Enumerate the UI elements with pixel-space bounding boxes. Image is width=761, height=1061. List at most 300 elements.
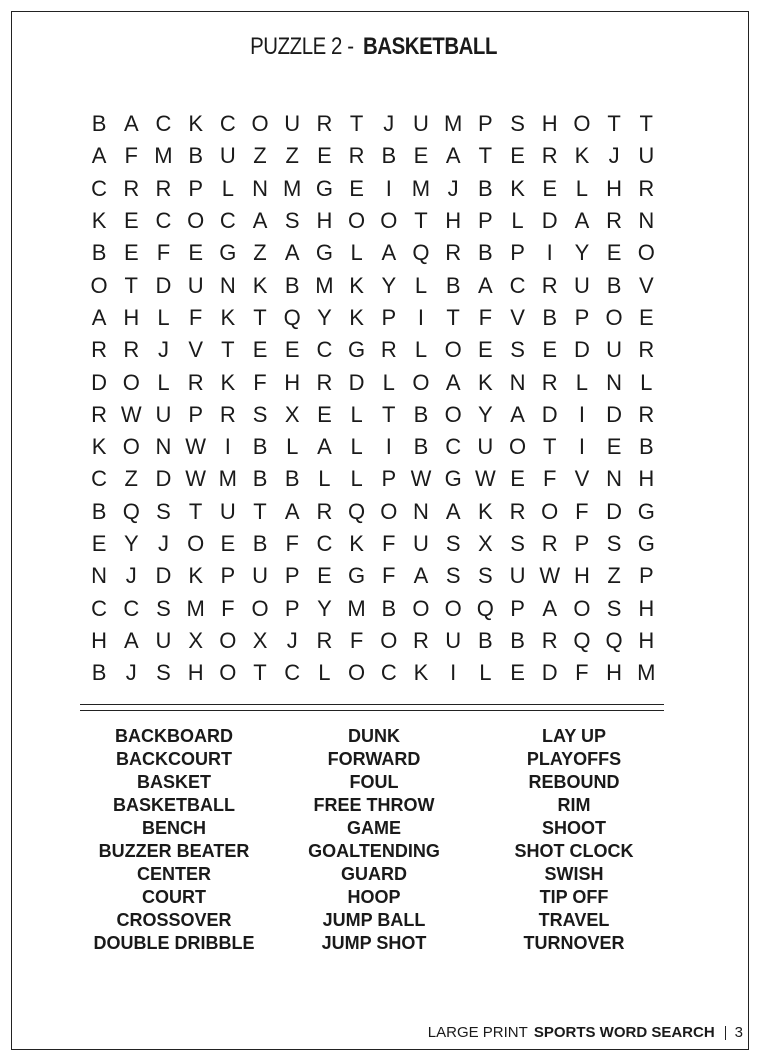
grid-letter[interactable]: R — [445, 240, 462, 266]
grid-letter[interactable]: N — [509, 369, 526, 395]
grid-letter[interactable]: T — [542, 434, 557, 460]
grid-letter[interactable]: T — [188, 498, 203, 524]
grid-letter[interactable]: L — [414, 337, 428, 363]
grid-letter[interactable]: W — [185, 466, 207, 492]
grid-letter[interactable]: F — [382, 531, 396, 556]
grid-letter[interactable]: A — [123, 627, 139, 653]
grid-letter[interactable]: A — [252, 208, 268, 234]
grid-letter[interactable]: L — [350, 466, 363, 492]
grid-letter[interactable]: C — [91, 595, 108, 621]
grid-letter[interactable]: D — [155, 466, 172, 492]
grid-letter[interactable]: H — [638, 466, 655, 492]
grid-letter[interactable]: O — [637, 240, 655, 266]
grid-letter[interactable]: W — [539, 563, 561, 589]
grid-letter[interactable]: P — [510, 595, 525, 621]
grid-letter[interactable]: E — [606, 434, 622, 460]
grid-letter[interactable]: Z — [124, 466, 138, 492]
grid-letter[interactable]: B — [188, 143, 203, 169]
grid-letter[interactable]: S — [156, 660, 171, 686]
grid-letter[interactable]: A — [574, 208, 590, 234]
grid-letter[interactable]: B — [91, 240, 107, 266]
grid-letter[interactable]: S — [445, 531, 461, 556]
grid-letter[interactable]: O — [348, 208, 366, 234]
grid-letter[interactable]: D — [155, 563, 172, 589]
grid-letter[interactable]: N — [155, 434, 172, 460]
grid-letter[interactable]: A — [445, 498, 461, 524]
grid-letter[interactable]: B — [381, 595, 397, 621]
grid-letter[interactable]: P — [478, 208, 493, 234]
grid-letter[interactable]: B — [606, 272, 622, 298]
grid-letter[interactable]: E — [510, 143, 525, 169]
grid-letter[interactable]: R — [219, 401, 236, 427]
grid-letter[interactable]: O — [444, 401, 462, 427]
grid-letter[interactable]: T — [253, 660, 267, 686]
grid-letter[interactable]: Y — [574, 240, 590, 266]
grid-letter[interactable]: B — [252, 434, 268, 460]
grid-letter[interactable]: P — [478, 111, 493, 137]
grid-letter[interactable]: R — [316, 111, 333, 137]
grid-letter[interactable]: A — [91, 143, 107, 169]
grid-letter[interactable]: P — [638, 563, 654, 589]
grid-letter[interactable]: K — [510, 175, 525, 201]
grid-letter[interactable]: Y — [381, 272, 397, 298]
grid-letter[interactable]: P — [220, 563, 236, 589]
grid-letter[interactable]: L — [479, 660, 492, 686]
grid-letter[interactable]: M — [218, 466, 237, 492]
grid-letter[interactable]: A — [542, 595, 558, 621]
grid-letter[interactable]: M — [315, 272, 334, 298]
grid-letter[interactable]: O — [251, 595, 269, 621]
grid-letter[interactable]: R — [380, 337, 397, 363]
grid-letter[interactable]: E — [91, 531, 107, 556]
grid-letter[interactable]: S — [156, 595, 171, 621]
grid-letter[interactable]: I — [224, 434, 231, 460]
grid-letter[interactable]: S — [478, 563, 493, 589]
grid-letter[interactable]: Y — [317, 304, 332, 330]
grid-letter[interactable]: W — [120, 401, 142, 427]
grid-letter[interactable]: S — [510, 337, 525, 363]
grid-letter[interactable]: U — [219, 498, 236, 524]
grid-letter[interactable]: G — [444, 466, 462, 492]
grid-letter[interactable]: K — [220, 304, 236, 330]
grid-letter[interactable]: U — [219, 143, 236, 169]
grid-letter[interactable]: X — [478, 531, 493, 556]
grid-letter[interactable]: O — [573, 111, 591, 137]
grid-letter[interactable]: Z — [607, 563, 621, 589]
grid-letter[interactable]: R — [123, 175, 140, 201]
grid-letter[interactable]: U — [187, 272, 204, 298]
grid-letter[interactable]: P — [284, 595, 300, 621]
grid-letter[interactable]: E — [252, 337, 268, 363]
grid-letter[interactable]: E — [188, 240, 203, 266]
grid-letter[interactable]: R — [541, 143, 558, 169]
grid-letter[interactable]: R — [509, 498, 526, 524]
grid-letter[interactable]: O — [348, 660, 366, 686]
grid-letter[interactable]: B — [478, 240, 493, 266]
grid-letter[interactable]: O — [122, 434, 140, 460]
grid-letter[interactable]: R — [91, 401, 108, 427]
grid-letter[interactable]: T — [349, 111, 364, 137]
grid-letter[interactable]: S — [284, 208, 300, 234]
grid-letter[interactable]: E — [542, 337, 558, 363]
grid-letter[interactable]: A — [284, 240, 300, 266]
grid-letter[interactable]: L — [221, 175, 234, 201]
grid-letter[interactable]: E — [123, 208, 139, 234]
grid-letter[interactable]: R — [187, 369, 204, 395]
grid-letter[interactable]: R — [606, 208, 623, 234]
grid-letter[interactable]: C — [155, 111, 172, 137]
grid-letter[interactable]: O — [573, 595, 591, 621]
grid-letter[interactable]: R — [155, 175, 172, 201]
grid-letter[interactable]: C — [155, 208, 172, 234]
grid-letter[interactable]: F — [478, 304, 493, 330]
grid-letter[interactable]: Z — [285, 143, 299, 169]
grid-letter[interactable]: R — [316, 369, 333, 395]
grid-letter[interactable]: R — [541, 369, 558, 395]
grid-letter[interactable]: L — [318, 466, 331, 492]
grid-letter[interactable]: M — [347, 595, 366, 621]
grid-letter[interactable]: L — [382, 369, 395, 395]
grid-letter[interactable]: L — [350, 434, 363, 460]
grid-letter[interactable]: G — [315, 175, 333, 201]
grid-letter[interactable]: Q — [412, 240, 430, 266]
grid-letter[interactable]: C — [380, 660, 397, 686]
grid-letter[interactable]: M — [283, 175, 302, 201]
grid-letter[interactable]: S — [510, 111, 525, 137]
grid-letter[interactable]: K — [413, 660, 429, 686]
grid-letter[interactable]: B — [91, 660, 107, 686]
grid-letter[interactable]: O — [508, 434, 527, 460]
grid-letter[interactable]: H — [187, 660, 204, 686]
grid-letter[interactable]: J — [157, 337, 169, 363]
grid-letter[interactable]: U — [638, 143, 655, 169]
grid-letter[interactable]: R — [541, 272, 558, 298]
grid-letter[interactable]: H — [541, 111, 558, 137]
grid-letter[interactable]: B — [542, 304, 558, 330]
grid-letter[interactable]: K — [349, 531, 364, 556]
grid-letter[interactable]: T — [607, 111, 621, 137]
grid-letter[interactable]: O — [541, 498, 559, 524]
grid-letter[interactable]: J — [447, 175, 459, 201]
grid-letter[interactable]: D — [155, 272, 172, 298]
grid-letter[interactable]: S — [252, 401, 268, 427]
grid-letter[interactable]: E — [220, 531, 236, 556]
grid-letter[interactable]: O — [444, 595, 462, 621]
grid-letter[interactable]: R — [638, 401, 655, 427]
grid-letter[interactable]: I — [385, 434, 392, 460]
grid-letter[interactable]: J — [125, 563, 137, 589]
grid-letter[interactable]: A — [381, 240, 397, 266]
grid-letter[interactable]: S — [156, 498, 171, 524]
grid-letter[interactable]: L — [640, 369, 653, 395]
grid-letter[interactable]: Z — [253, 143, 267, 169]
grid-letter[interactable]: R — [348, 143, 365, 169]
grid-letter[interactable]: I — [450, 660, 457, 686]
grid-letter[interactable]: A — [123, 111, 139, 137]
grid-letter[interactable]: N — [638, 208, 655, 234]
grid-letter[interactable]: N — [413, 498, 429, 524]
grid-letter[interactable]: K — [220, 369, 236, 395]
grid-letter[interactable]: S — [445, 563, 461, 589]
grid-letter[interactable]: P — [381, 304, 397, 330]
grid-letter[interactable]: Y — [317, 595, 332, 621]
grid-letter[interactable]: G — [348, 563, 366, 589]
grid-letter[interactable]: L — [157, 304, 170, 330]
grid-letter[interactable]: U — [413, 531, 429, 556]
grid-letter[interactable]: K — [574, 143, 590, 169]
grid-letter[interactable]: K — [349, 304, 364, 330]
grid-letter[interactable]: O — [380, 498, 398, 524]
grid-letter[interactable]: R — [638, 337, 655, 363]
grid-letter[interactable]: E — [413, 143, 429, 169]
grid-letter[interactable]: A — [510, 401, 525, 427]
grid-letter[interactable]: U — [284, 111, 301, 137]
grid-letter[interactable]: F — [285, 531, 299, 556]
grid-letter[interactable]: A — [445, 369, 461, 395]
grid-letter[interactable]: G — [219, 240, 237, 266]
grid-letter[interactable]: B — [413, 434, 429, 460]
grid-letter[interactable]: B — [413, 401, 429, 427]
grid-letter[interactable]: T — [478, 143, 493, 169]
grid-letter[interactable]: R — [123, 337, 140, 363]
grid-letter[interactable]: O — [219, 627, 237, 653]
grid-letter[interactable]: H — [445, 208, 462, 234]
grid-letter[interactable]: B — [284, 272, 300, 298]
grid-letter[interactable]: U — [413, 111, 429, 137]
grid-letter[interactable]: Q — [605, 627, 623, 653]
grid-letter[interactable]: V — [510, 304, 525, 330]
grid-letter[interactable]: H — [316, 208, 333, 234]
grid-letter[interactable]: A — [445, 143, 461, 169]
grid-letter[interactable]: K — [478, 369, 493, 395]
grid-letter[interactable]: A — [91, 304, 107, 330]
grid-letter[interactable]: D — [91, 369, 108, 395]
grid-letter[interactable]: N — [91, 563, 108, 589]
grid-letter[interactable]: P — [188, 175, 203, 201]
grid-letter[interactable]: G — [348, 337, 366, 363]
grid-letter[interactable]: P — [188, 401, 203, 427]
grid-letter[interactable]: Z — [253, 240, 267, 266]
grid-letter[interactable]: T — [414, 208, 428, 234]
grid-letter[interactable]: L — [575, 369, 589, 395]
grid-letter[interactable]: B — [284, 466, 300, 492]
grid-letter[interactable]: U — [252, 563, 268, 589]
grid-letter[interactable]: N — [606, 466, 623, 492]
grid-letter[interactable]: K — [252, 272, 268, 298]
grid-letter[interactable]: B — [252, 466, 268, 492]
grid-letter[interactable]: L — [575, 175, 589, 201]
grid-letter[interactable]: C — [91, 466, 108, 492]
grid-letter[interactable]: H — [284, 369, 301, 395]
grid-letter[interactable]: E — [638, 304, 654, 330]
grid-letter[interactable]: R — [413, 627, 429, 653]
grid-letter[interactable]: F — [542, 466, 557, 492]
grid-letter[interactable]: E — [510, 466, 525, 492]
grid-letter[interactable]: L — [350, 401, 363, 427]
grid-letter[interactable]: U — [509, 563, 526, 589]
grid-letter[interactable]: R — [541, 627, 558, 653]
grid-letter[interactable]: B — [91, 111, 107, 137]
grid-letter[interactable]: F — [382, 563, 396, 589]
grid-letter[interactable]: O — [380, 208, 398, 234]
grid-letter[interactable]: H — [638, 627, 655, 653]
grid-letter[interactable]: G — [637, 498, 655, 524]
grid-letter[interactable]: I — [417, 304, 425, 330]
grid-letter[interactable]: O — [412, 595, 430, 621]
grid-letter[interactable]: Q — [122, 498, 140, 524]
grid-letter[interactable]: N — [252, 175, 268, 201]
grid-letter[interactable]: L — [286, 434, 299, 460]
grid-letter[interactable]: V — [188, 337, 203, 363]
grid-letter[interactable]: R — [316, 498, 333, 524]
grid-letter[interactable]: H — [606, 175, 623, 201]
grid-letter[interactable]: W — [185, 434, 207, 460]
grid-letter[interactable]: P — [574, 304, 590, 330]
grid-letter[interactable]: J — [608, 143, 620, 169]
grid-letter[interactable]: O — [444, 337, 462, 363]
grid-letter[interactable]: F — [188, 304, 203, 330]
grid-letter[interactable]: M — [154, 143, 173, 169]
grid-letter[interactable]: A — [317, 434, 332, 460]
grid-letter[interactable]: A — [478, 272, 493, 298]
grid-letter[interactable]: E — [606, 240, 622, 266]
grid-letter[interactable]: C — [91, 175, 108, 201]
grid-letter[interactable]: I — [578, 401, 585, 427]
grid-letter[interactable]: D — [541, 401, 558, 427]
grid-letter[interactable]: U — [606, 337, 623, 363]
grid-letter[interactable]: I — [578, 434, 585, 460]
grid-letter[interactable]: E — [317, 143, 332, 169]
grid-letter[interactable]: O — [412, 369, 430, 395]
grid-letter[interactable]: R — [91, 337, 108, 363]
grid-letter[interactable]: O — [380, 627, 398, 653]
grid-letter[interactable]: B — [381, 143, 397, 169]
grid-letter[interactable]: R — [541, 531, 558, 556]
grid-letter[interactable]: T — [221, 337, 235, 363]
grid-letter[interactable]: U — [477, 434, 494, 460]
grid-letter[interactable]: C — [509, 272, 526, 298]
grid-letter[interactable]: X — [284, 401, 300, 427]
grid-letter[interactable]: L — [414, 272, 428, 298]
grid-letter[interactable]: Q — [283, 304, 301, 330]
grid-letter[interactable]: W — [474, 466, 496, 492]
grid-letter[interactable]: M — [637, 660, 656, 686]
grid-letter[interactable]: V — [638, 272, 654, 298]
grid-letter[interactable]: F — [253, 369, 267, 395]
grid-letter[interactable]: Q — [476, 595, 494, 621]
grid-letter[interactable]: T — [253, 498, 267, 524]
grid-letter[interactable]: C — [316, 531, 333, 556]
grid-letter[interactable]: K — [91, 434, 107, 460]
grid-letter[interactable]: E — [317, 563, 332, 589]
grid-letter[interactable]: D — [606, 401, 623, 427]
grid-letter[interactable]: T — [446, 304, 460, 330]
grid-letter[interactable]: K — [91, 208, 107, 234]
grid-letter[interactable]: P — [284, 563, 300, 589]
grid-letter[interactable]: T — [639, 111, 653, 137]
grid-letter[interactable]: H — [573, 563, 590, 589]
grid-letter[interactable]: T — [124, 272, 138, 298]
grid-letter[interactable]: B — [478, 175, 493, 201]
grid-letter[interactable]: E — [123, 240, 139, 266]
grid-letter[interactable]: O — [187, 208, 205, 234]
grid-letter[interactable]: L — [157, 369, 170, 395]
grid-letter[interactable]: I — [546, 240, 553, 266]
grid-letter[interactable]: B — [445, 272, 461, 298]
grid-letter[interactable]: V — [574, 466, 590, 492]
grid-letter[interactable]: N — [606, 369, 623, 395]
grid-letter[interactable]: U — [445, 627, 462, 653]
grid-letter[interactable]: P — [381, 466, 397, 492]
grid-letter[interactable]: C — [316, 337, 333, 363]
grid-letter[interactable]: O — [251, 111, 269, 137]
grid-letter[interactable]: F — [156, 240, 171, 266]
grid-letter[interactable]: H — [123, 304, 140, 330]
grid-letter[interactable]: E — [510, 660, 525, 686]
grid-letter[interactable]: O — [122, 369, 140, 395]
grid-letter[interactable]: F — [575, 498, 589, 524]
grid-letter[interactable]: X — [188, 627, 203, 653]
grid-letter[interactable]: M — [411, 175, 431, 201]
grid-letter[interactable]: L — [318, 660, 331, 686]
grid-letter[interactable]: D — [541, 660, 558, 686]
grid-letter[interactable]: B — [91, 498, 107, 524]
grid-letter[interactable]: E — [542, 175, 558, 201]
grid-letter[interactable]: E — [478, 337, 493, 363]
grid-letter[interactable]: B — [478, 627, 493, 653]
grid-letter[interactable]: S — [510, 531, 525, 556]
grid-letter[interactable]: E — [317, 401, 332, 427]
grid-letter[interactable]: P — [510, 240, 525, 266]
grid-letter[interactable]: L — [511, 208, 524, 234]
grid-letter[interactable]: J — [383, 111, 395, 137]
grid-letter[interactable]: T — [382, 401, 396, 427]
grid-letter[interactable]: W — [410, 466, 432, 492]
grid-letter[interactable]: U — [573, 272, 590, 298]
grid-letter[interactable]: K — [188, 111, 203, 137]
grid-letter[interactable]: O — [219, 660, 237, 686]
grid-letter[interactable]: X — [252, 627, 268, 653]
grid-letter[interactable]: O — [187, 531, 205, 556]
grid-letter[interactable]: F — [221, 595, 235, 621]
grid-letter[interactable]: F — [349, 627, 364, 653]
grid-letter[interactable]: U — [155, 627, 172, 653]
grid-letter[interactable]: Q — [573, 627, 591, 653]
grid-letter[interactable]: J — [157, 531, 169, 556]
grid-letter[interactable]: G — [637, 531, 655, 556]
grid-letter[interactable]: N — [219, 272, 236, 298]
grid-letter[interactable]: T — [253, 304, 267, 330]
grid-letter[interactable]: O — [90, 272, 108, 298]
grid-letter[interactable]: Q — [348, 498, 366, 524]
grid-letter[interactable]: C — [219, 111, 236, 137]
grid-letter[interactable]: F — [575, 660, 589, 686]
grid-letter[interactable]: D — [541, 208, 558, 234]
grid-letter[interactable]: H — [638, 595, 655, 621]
grid-letter[interactable]: H — [606, 660, 623, 686]
grid-letter[interactable]: K — [188, 563, 203, 589]
grid-letter[interactable]: K — [349, 272, 364, 298]
grid-letter[interactable]: M — [186, 595, 205, 621]
grid-letter[interactable]: C — [445, 434, 462, 460]
grid-letter[interactable]: J — [286, 627, 298, 653]
grid-letter[interactable]: A — [284, 498, 300, 524]
grid-letter[interactable]: D — [606, 498, 623, 524]
grid-letter[interactable]: L — [350, 240, 363, 266]
grid-letter[interactable]: B — [510, 627, 525, 653]
grid-letter[interactable]: Y — [478, 401, 493, 427]
grid-letter[interactable]: R — [316, 627, 333, 653]
